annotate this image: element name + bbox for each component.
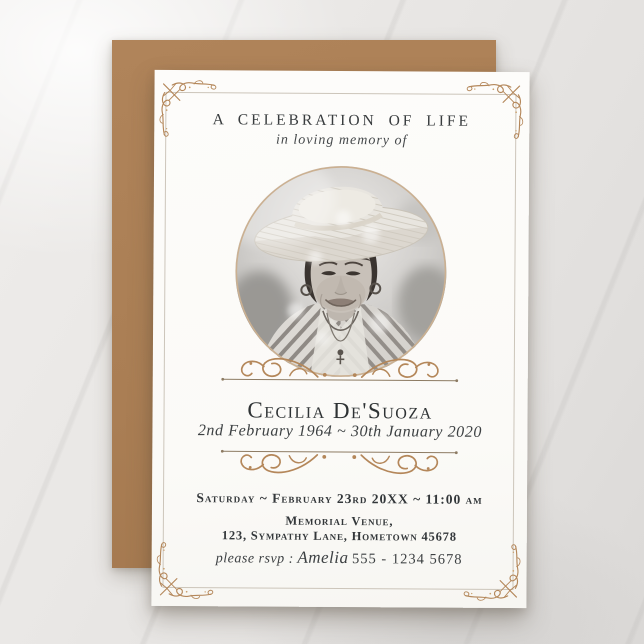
rsvp-label: please rsvp : (215, 551, 294, 567)
memorial-invitation-card (151, 70, 529, 608)
event-datetime: Saturday ~ February 23rd 20XX ~ 11:00 am (196, 490, 483, 507)
flourish-divider-icon (220, 343, 460, 384)
deceased-name: Cecilia De'Suoza (247, 397, 433, 424)
venue-address: 123, Sympathy Lane, Hometown 45678 (221, 528, 457, 544)
life-dates: 2nd February 1964 ~ 30th January 2020 (197, 422, 483, 441)
card-subtitle: in loving memory of (275, 132, 408, 149)
rsvp-phone-number: 555 - 1234 5678 (351, 551, 463, 568)
rsvp-contact-name: Amelia (297, 547, 349, 568)
flourish-divider-icon (219, 447, 459, 488)
rsvp-line (152, 547, 527, 569)
card-title: A CELEBRATION OF LIFE (212, 111, 472, 130)
venue-name: Memorial Venue, (285, 513, 394, 529)
